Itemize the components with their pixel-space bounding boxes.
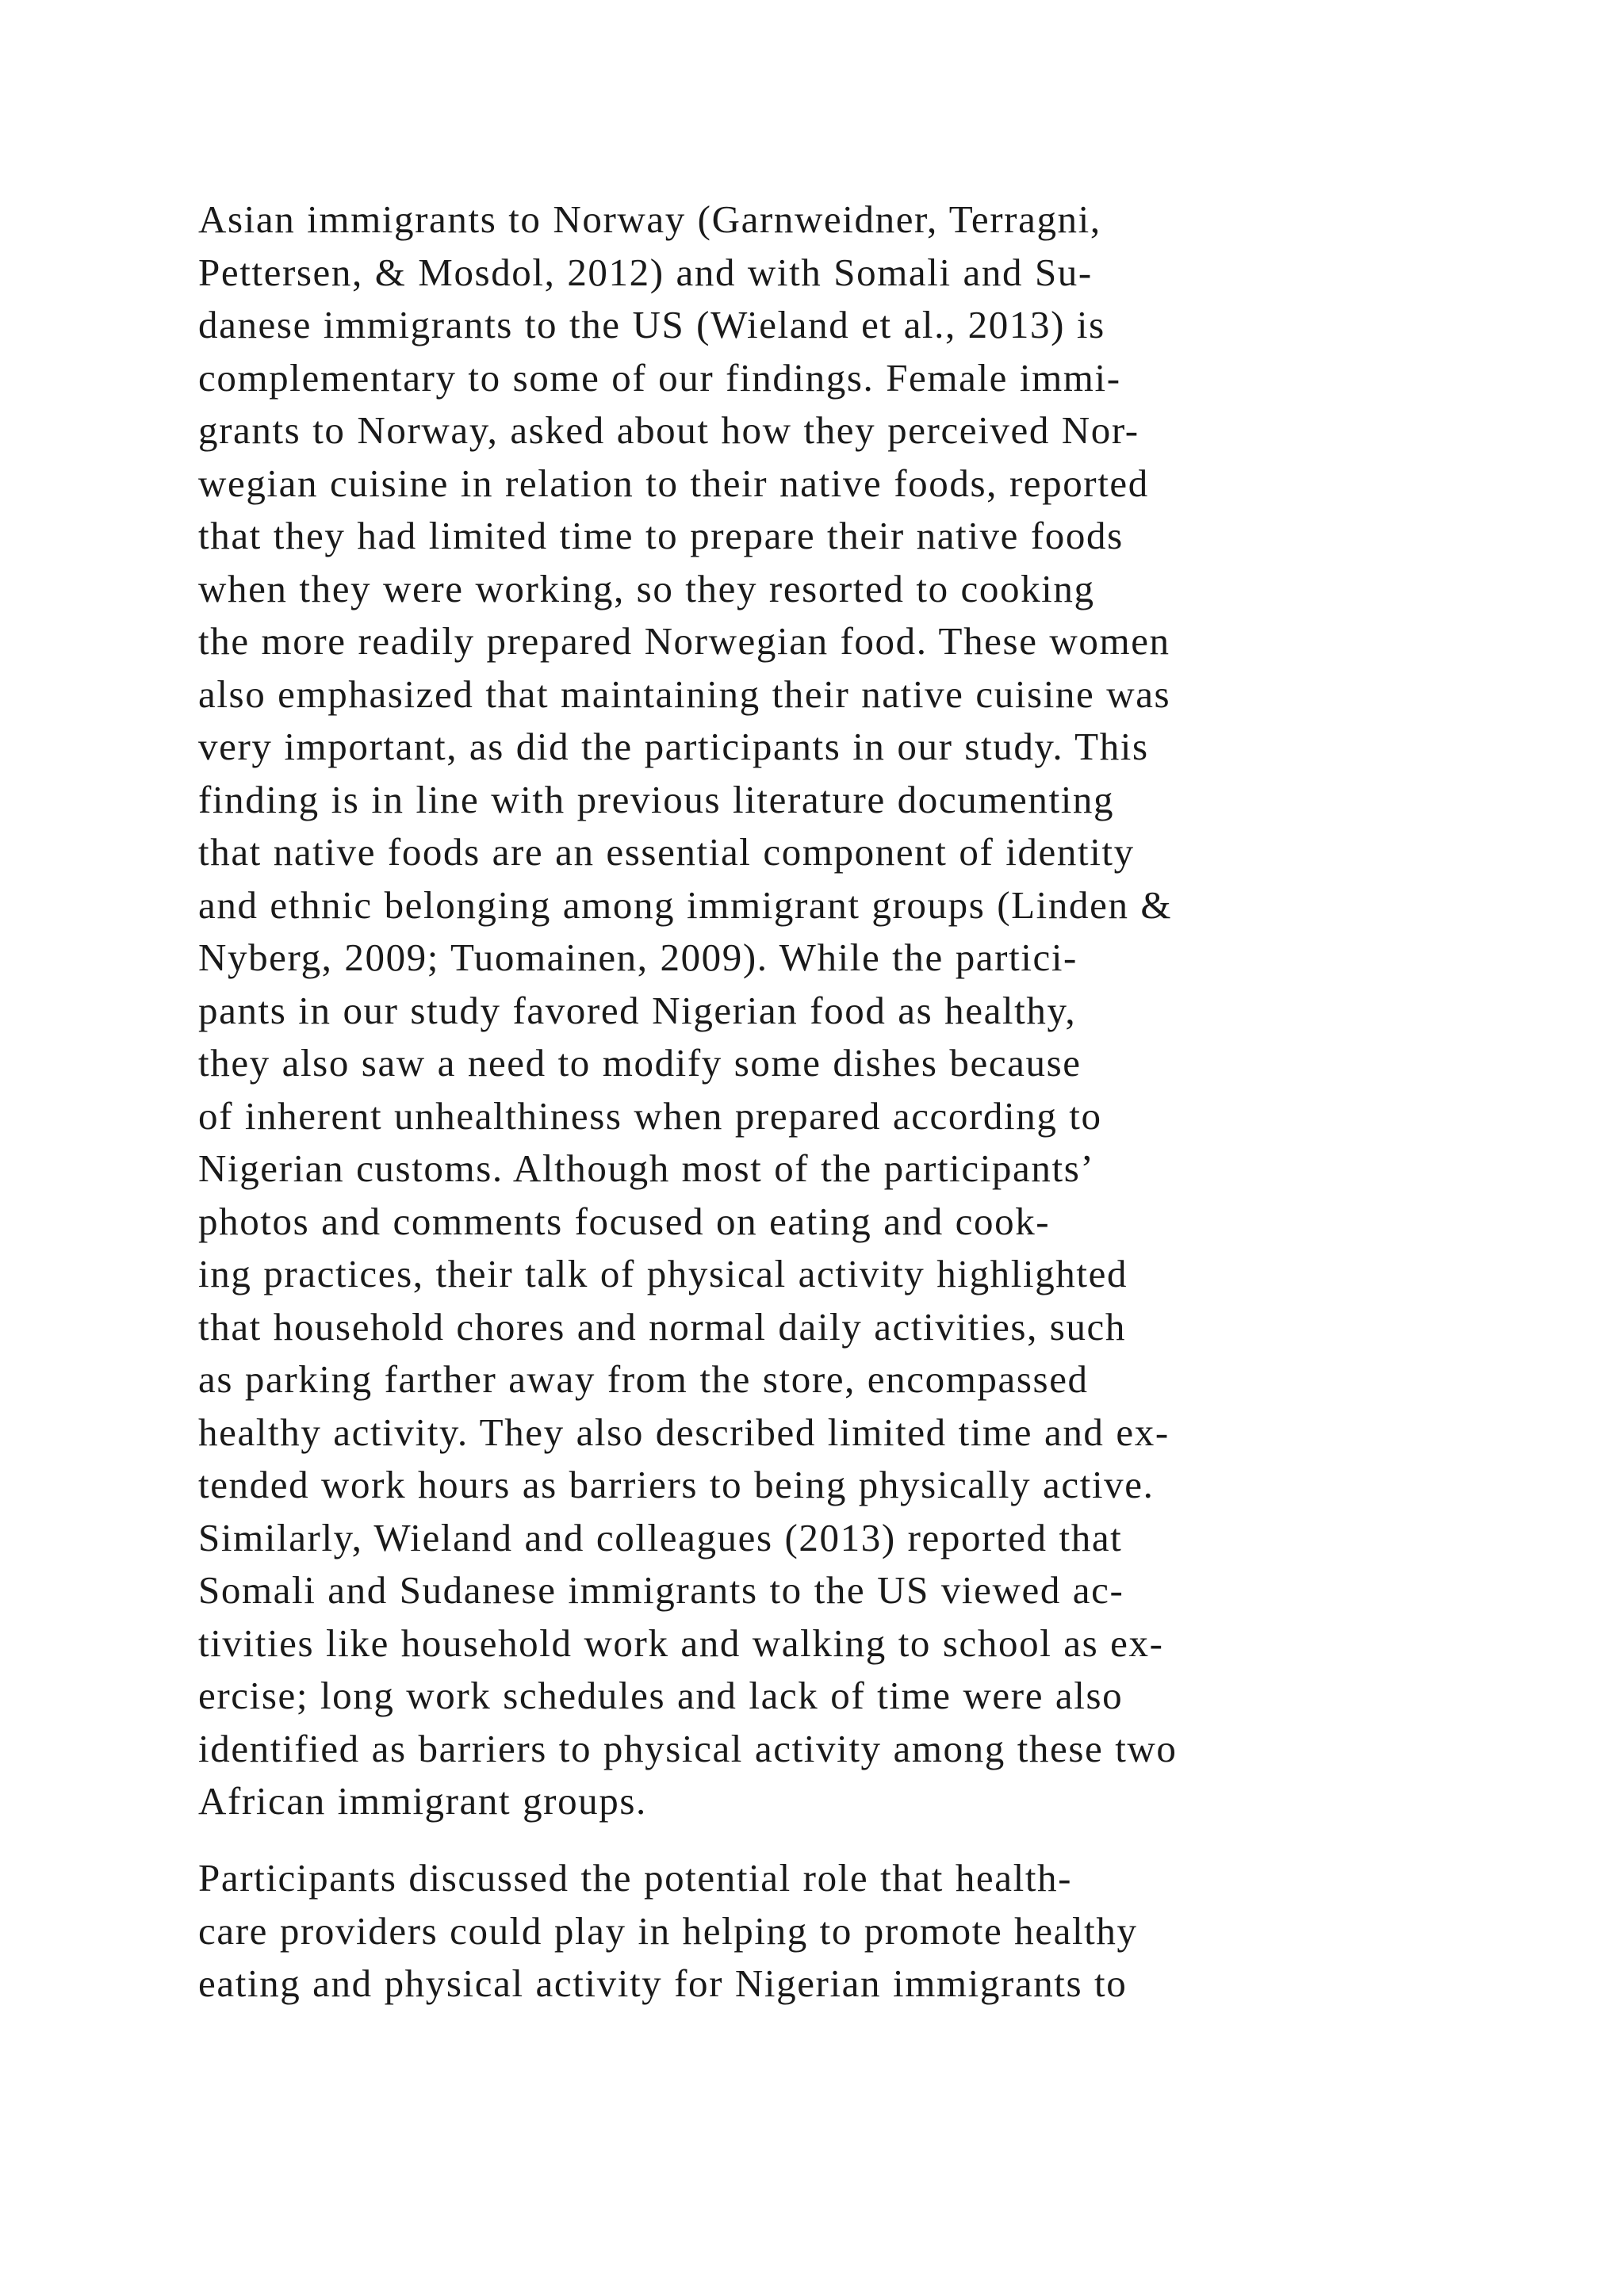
text-line: pants in our study favored Nigerian food as healthy, bbox=[198, 988, 1077, 1032]
text-line: eating and physical activity for Nigerian immigrants to bbox=[198, 1961, 1128, 2005]
text-line: identified as barriers to physical activity among these two bbox=[198, 1726, 1178, 1770]
text-line: Somali and Sudanese immigrants to the US viewed ac- bbox=[198, 1568, 1124, 1612]
text-line: Nigerian customs. Although most of the participants’ bbox=[198, 1146, 1095, 1190]
text-line: and ethnic belonging among immigrant groups (Linden & bbox=[198, 882, 1173, 927]
text-line: ing practices, their talk of physical activity highlighted bbox=[198, 1252, 1128, 1295]
text-line: Participants discussed the potential role that health- bbox=[198, 1856, 1073, 1900]
text-line: Similarly, Wieland and colleagues (2013) reported that bbox=[198, 1515, 1123, 1559]
text-line: the more readily prepared Norwegian food. These women bbox=[198, 619, 1170, 663]
text-line: danese immigrants to the US (Wieland et al., 2013) is bbox=[198, 303, 1105, 346]
text-line: Asian immigrants to Norway (Garnweidner, Terragni, bbox=[198, 197, 1101, 241]
text-line: of inherent unhealthiness when prepared according to bbox=[198, 1093, 1102, 1138]
body-paragraph-1 bbox=[198, 193, 1546, 1828]
text-line: also emphasized that maintaining their native cuisine was bbox=[198, 672, 1171, 716]
text-line: ercise; long work schedules and lack of time were also bbox=[198, 1674, 1124, 1717]
text-line: they also saw a need to modify some dishes because bbox=[198, 1041, 1082, 1085]
text-line: tended work hours as barriers to being physically active. bbox=[198, 1463, 1155, 1506]
text-line: African immigrant groups. bbox=[198, 1779, 647, 1823]
text-line: care providers could play in helping to promote healthy bbox=[198, 1908, 1138, 1953]
text-line: as parking farther away from the store, encompassed bbox=[198, 1357, 1089, 1401]
text-line: that household chores and normal daily activities, such bbox=[198, 1304, 1127, 1349]
text-line: that they had limited time to prepare their native foods bbox=[198, 514, 1124, 557]
text-line: grants to Norway, asked about how they perceived Nor- bbox=[198, 408, 1139, 452]
text-line: photos and comments focused on eating and cook- bbox=[198, 1199, 1051, 1243]
text-line: complementary to some of our findings. Female immi- bbox=[198, 355, 1121, 400]
text-line: tivities like household work and walking to school as ex- bbox=[198, 1621, 1164, 1665]
text-line: when they were working, so they resorted to cooking bbox=[198, 566, 1095, 610]
text-line: finding is in line with previous literature documenting bbox=[198, 777, 1115, 821]
text-line: wegian cuisine in relation to their native foods, reported bbox=[198, 461, 1149, 505]
text-line: Pettersen, & Mosdol, 2012) and with Somali and Su- bbox=[198, 250, 1093, 294]
body-paragraph-2 bbox=[198, 1852, 1546, 2011]
text-line: Nyberg, 2009; Tuomainen, 2009). While the partici- bbox=[198, 936, 1078, 979]
text-line: that native foods are an essential component of identity bbox=[198, 830, 1135, 874]
text-line: very important, as did the participants in our study. This bbox=[198, 725, 1149, 768]
text-line: healthy activity. They also described limited time and ex- bbox=[198, 1410, 1170, 1454]
